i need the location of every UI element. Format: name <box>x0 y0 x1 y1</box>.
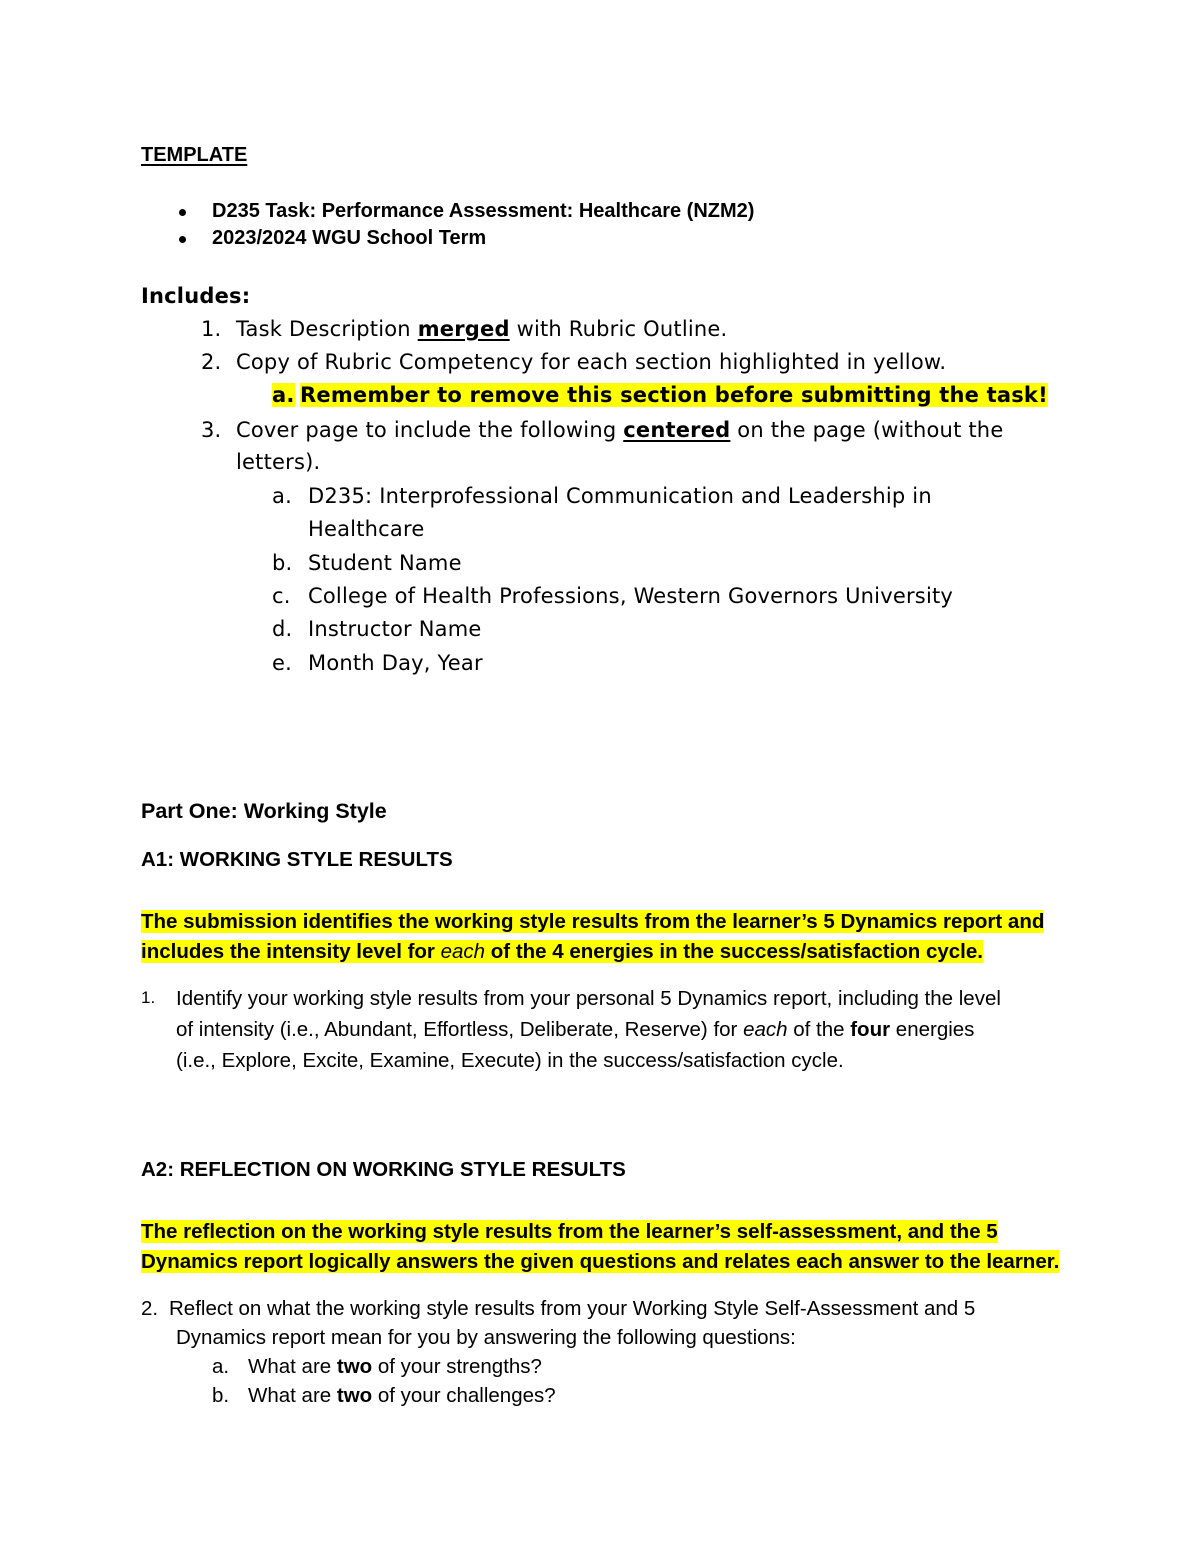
a1-rubric-line-2-post: of the 4 energies in the success/satisfaction cycle. <box>485 940 983 963</box>
includes-item-1 <box>236 317 727 341</box>
a1-rubric-line-1-text: The submission identifies the working style results from the learner’s 5 Dynamics report and <box>141 910 1045 933</box>
a2-task-line-2: Dynamics report mean for you by answering the following questions: <box>176 1326 796 1349</box>
a2-rubric-line-2-text: Dynamics report logically answers the given questions and relates each answer to the learner. <box>141 1250 1060 1273</box>
a1-rubric-line-2 <box>141 940 983 964</box>
remove-section-note-text: Remember to remove this section before submitting the task! <box>300 383 1048 407</box>
a1-task-line-2-pre: of intensity (i.e., Abundant, Effortless, Deliberate, Reserve) for <box>176 1018 744 1041</box>
a1-task-line-2-post: energies <box>890 1018 975 1041</box>
cover-item-course-continued: Healthcare <box>308 517 425 541</box>
includes-subitem-letter-text: a. <box>272 383 295 407</box>
template-bullet-course: D235 Task: Performance Assessment: Healthcare (NZM2) <box>212 200 755 222</box>
a1-task-line-3: (i.e., Explore, Excite, Examine, Execute) in the success/satisfaction cycle. <box>176 1049 844 1072</box>
a2-task-line-1: Reflect on what the working style results from your Working Style Self-Assessment and 5 <box>169 1297 976 1320</box>
a1-task-number: 1. <box>141 988 156 1007</box>
a2-task-number: 2. <box>141 1297 159 1320</box>
cover-item-course: D235: Interprofessional Communication and Leadership in <box>308 484 932 508</box>
template-title: TEMPLATE <box>141 144 248 166</box>
template-bullet-term: 2023/2024 WGU School Term <box>212 227 487 249</box>
includes-item-number: 1. <box>201 317 222 341</box>
includes-item-3-emphasis: centered <box>623 418 731 442</box>
cover-item-student-name: Student Name <box>308 551 462 575</box>
a2-question-challenges <box>248 1384 556 1408</box>
a2-question-letter: a. <box>212 1355 230 1378</box>
a1-task-line-2-emphasis: each <box>743 1018 788 1041</box>
cover-item-date: Month Day, Year <box>308 651 483 675</box>
a2-rubric-line-2 <box>141 1250 1059 1274</box>
a2-question-strengths-bold: two <box>336 1355 373 1378</box>
remove-section-note <box>300 383 1048 407</box>
a1-task-line-2 <box>176 1018 974 1042</box>
a2-question-strengths <box>248 1355 542 1379</box>
a2-question-strengths-pre: What are <box>248 1355 337 1378</box>
a1-rubric-line-1 <box>141 910 1044 934</box>
a2-heading: A2: REFLECTION ON WORKING STYLE RESULTS <box>141 1158 626 1181</box>
includes-item-1-pre: Task Description <box>236 317 418 341</box>
includes-item-1-emphasis: merged <box>417 317 510 341</box>
a2-rubric-line-1-text: The reflection on the working style results from the learner’s self-assessment, and the 5 <box>141 1220 998 1243</box>
includes-item-1-post: with Rubric Outline. <box>509 317 728 341</box>
cover-item-letter: b. <box>272 551 293 575</box>
cover-item-letter: a. <box>272 484 292 508</box>
includes-item-3 <box>236 418 1003 442</box>
a2-question-challenges-bold: two <box>336 1384 373 1407</box>
a2-question-strengths-post: of your strengths? <box>372 1355 542 1378</box>
cover-item-letter: c. <box>272 584 291 608</box>
includes-item-number: 2. <box>201 350 222 374</box>
cover-item-college: College of Health Professions, Western Governors University <box>308 584 954 608</box>
a1-rubric-line-2-emphasis: each <box>440 940 486 963</box>
a1-heading: A1: WORKING STYLE RESULTS <box>141 848 453 871</box>
cover-item-letter: e. <box>272 651 292 675</box>
a2-question-letter: b. <box>212 1384 230 1407</box>
a1-task-line-2-bold: four <box>850 1018 891 1041</box>
cover-item-letter: d. <box>272 617 293 641</box>
includes-item-3-pre: Cover page to include the following <box>236 418 624 442</box>
bullet-icon <box>179 236 186 243</box>
a1-task-line-1: Identify your working style results from your personal 5 Dynamics report, including the level <box>176 987 1001 1010</box>
includes-item-3-post: on the page (without the <box>730 418 1004 442</box>
a1-task-line-2-mid: of the <box>787 1018 851 1041</box>
a2-rubric-line-1 <box>141 1220 998 1244</box>
bullet-icon <box>179 209 186 216</box>
includes-item-3-continued: letters). <box>236 450 321 474</box>
includes-subitem-letter <box>272 383 295 407</box>
part-one-title: Part One: Working Style <box>141 799 387 823</box>
a2-question-challenges-pre: What are <box>248 1384 337 1407</box>
a1-rubric-line-2-pre: includes the intensity level for <box>141 940 441 963</box>
a2-question-challenges-post: of your challenges? <box>372 1384 556 1407</box>
includes-item-number: 3. <box>201 418 222 442</box>
includes-item-2: Copy of Rubric Competency for each section highlighted in yellow. <box>236 350 947 374</box>
includes-heading: Includes: <box>141 284 251 308</box>
cover-item-instructor: Instructor Name <box>308 617 482 641</box>
